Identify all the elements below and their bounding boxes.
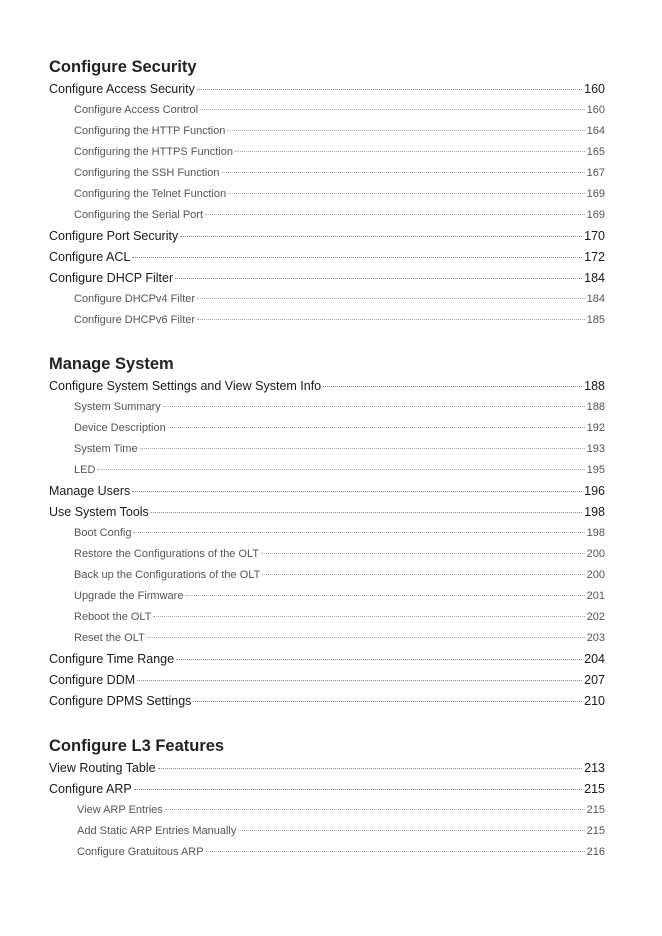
section-title: Configure Security	[49, 58, 197, 76]
dot-leader	[151, 512, 582, 513]
toc-entry-label: Configure Access Control	[74, 104, 199, 116]
toc-entry-label: Boot Config	[74, 527, 132, 539]
toc-entry-page: 184	[586, 293, 605, 305]
toc-entry-page: 169	[586, 188, 605, 200]
toc-entry-page: 170	[584, 229, 605, 243]
toc-entry[interactable]	[49, 586, 605, 607]
dot-leader	[134, 789, 582, 790]
toc-entry-label: Configuring the HTTP Function	[74, 125, 226, 137]
toc-entry[interactable]	[49, 310, 605, 331]
toc-entry-label: Configure DPMS Settings	[49, 694, 192, 708]
toc-entry-label: Configure ARP	[49, 782, 132, 796]
toc-entry-label: Add Static ARP Entries Manually	[77, 825, 237, 837]
toc-entry[interactable]	[49, 268, 605, 289]
toc-entry[interactable]	[49, 205, 605, 226]
dot-leader	[206, 851, 585, 852]
toc-entry-page: 188	[586, 401, 605, 413]
toc-entry-label: Configure Port Security	[49, 229, 179, 243]
section-title: Manage System	[49, 355, 174, 373]
toc-entry[interactable]	[49, 100, 605, 121]
dot-leader	[140, 448, 585, 449]
toc-entry-label: Device Description	[74, 422, 166, 434]
toc-entry-page: 196	[584, 484, 605, 498]
toc-entry-page: 188	[584, 379, 605, 393]
toc-entry-label: View ARP Entries	[77, 804, 163, 816]
toc-entry-page: 215	[586, 825, 605, 837]
toc-entry-label: Reboot the OLT	[74, 611, 152, 623]
toc-entry-page: 201	[586, 590, 605, 602]
toc-entry-label: Configure Time Range	[49, 652, 175, 666]
toc-entry-page: 185	[586, 314, 605, 326]
dot-leader	[97, 469, 584, 470]
dot-leader	[175, 278, 582, 279]
toc-entry[interactable]	[49, 376, 605, 397]
toc-entry-label: Restore the Configurations of the OLT	[74, 548, 260, 560]
toc-entry[interactable]	[49, 607, 605, 628]
dot-leader	[323, 386, 582, 387]
toc-entry-label: View Routing Table	[49, 761, 156, 775]
toc-entry-label: Configure Access Security	[49, 82, 195, 96]
dot-leader	[163, 406, 585, 407]
toc-entry[interactable]	[49, 779, 605, 800]
toc-entry-label: Configure ACL	[49, 250, 131, 264]
toc-entry[interactable]	[49, 397, 605, 418]
dot-leader	[227, 130, 584, 131]
dot-leader	[197, 298, 585, 299]
toc-entry[interactable]	[49, 544, 605, 565]
toc-entry-label: Configure System Settings and View System Info	[49, 379, 322, 393]
dot-leader	[180, 236, 582, 237]
toc-entry-label: Configuring the SSH Function	[74, 167, 220, 179]
dot-leader	[158, 768, 583, 769]
toc-entry-page: 200	[586, 548, 605, 560]
toc-entry[interactable]	[49, 289, 605, 310]
toc-entry-page: 160	[586, 104, 605, 116]
dot-leader	[137, 680, 582, 681]
toc-entry[interactable]	[49, 800, 605, 821]
toc-entry-label: System Summary	[74, 401, 161, 413]
dot-leader	[222, 172, 585, 173]
toc-entry-page: 200	[586, 569, 605, 581]
toc-entry[interactable]	[49, 226, 605, 247]
dot-leader	[228, 193, 585, 194]
toc-entry[interactable]	[49, 163, 605, 184]
toc-section-configure-l3-features	[49, 735, 605, 863]
toc-entry[interactable]	[49, 460, 605, 481]
toc-entry[interactable]	[49, 502, 605, 523]
dot-leader	[153, 616, 584, 617]
dot-leader	[197, 89, 582, 90]
toc-entry-label: Configure DHCP Filter	[49, 271, 174, 285]
toc-section-configure-security	[49, 56, 605, 331]
dot-leader	[132, 491, 582, 492]
toc-entry-page: 213	[584, 761, 605, 775]
dot-leader	[168, 427, 585, 428]
dot-leader	[147, 637, 585, 638]
toc-entry-label: Reset the OLT	[74, 632, 145, 644]
toc-entry[interactable]	[49, 565, 605, 586]
toc-entry[interactable]	[49, 842, 605, 863]
toc-entry-page: 169	[586, 209, 605, 221]
dot-leader	[205, 214, 585, 215]
toc-entry-label: Configuring the Telnet Function	[74, 188, 227, 200]
toc-entry-page: 192	[586, 422, 605, 434]
toc-entry[interactable]	[49, 79, 605, 100]
toc-entry-page: 216	[586, 846, 605, 858]
toc-entry-label: Configuring the Serial Port	[74, 209, 204, 221]
toc-entry[interactable]	[49, 439, 605, 460]
toc-entry[interactable]	[49, 649, 605, 670]
toc-entry-page: 160	[584, 82, 605, 96]
toc-entry[interactable]	[49, 121, 605, 142]
toc-entry-label: Manage Users	[49, 484, 131, 498]
dot-leader	[193, 701, 582, 702]
toc-entry-page: 198	[584, 505, 605, 519]
toc-entry-label: Back up the Configurations of the OLT	[74, 569, 261, 581]
toc-entry[interactable]	[49, 821, 605, 842]
dot-leader	[200, 109, 585, 110]
toc-entry[interactable]	[49, 184, 605, 205]
toc-entry-label: Configure DHCPv6 Filter	[74, 314, 196, 326]
toc-entry-label: Configure DDM	[49, 673, 136, 687]
toc-entry-label: Configuring the HTTPS Function	[74, 146, 233, 158]
toc-entry-page: 202	[586, 611, 605, 623]
section-title: Configure L3 Features	[49, 737, 225, 755]
toc-entry[interactable]	[49, 670, 605, 691]
toc-entry-page: 172	[584, 250, 605, 264]
toc-entry[interactable]	[49, 481, 605, 502]
toc-entry[interactable]	[49, 247, 605, 268]
toc-entry[interactable]	[49, 691, 605, 712]
toc-entry-page: 193	[586, 443, 605, 455]
dot-leader	[261, 553, 585, 554]
toc-entry-page: 198	[586, 527, 605, 539]
toc-entry-page: 203	[586, 632, 605, 644]
dot-leader	[165, 809, 585, 810]
toc-entry-page: 207	[584, 673, 605, 687]
toc-entry-page: 210	[584, 694, 605, 708]
toc-section-manage-system	[49, 353, 605, 712]
toc-entry-label: Configure Gratuitous ARP	[77, 846, 204, 858]
toc-entry[interactable]	[49, 418, 605, 439]
toc-entry-label: Use System Tools	[49, 505, 149, 519]
toc-entry-page: 164	[586, 125, 605, 137]
toc-entry[interactable]	[49, 523, 605, 544]
toc-entry[interactable]	[49, 628, 605, 649]
toc-entry-label: Configure DHCPv4 Filter	[74, 293, 196, 305]
toc-entry-page: 204	[584, 652, 605, 666]
toc-entry[interactable]	[49, 142, 605, 163]
toc-entry-label: LED	[74, 464, 96, 476]
dot-leader	[133, 532, 584, 533]
toc-entry-page: 167	[586, 167, 605, 179]
dot-leader	[238, 830, 584, 831]
toc-entry-page: 215	[584, 782, 605, 796]
toc-entry-label: System Time	[74, 443, 138, 455]
toc-entry-page: 165	[586, 146, 605, 158]
toc-entry-page: 215	[586, 804, 605, 816]
dot-leader	[132, 257, 582, 258]
dot-leader	[185, 595, 584, 596]
toc-entry[interactable]	[49, 758, 605, 779]
dot-leader	[262, 574, 584, 575]
toc-entry-label: Upgrade the Firmware	[74, 590, 184, 602]
toc-entry-page: 184	[584, 271, 605, 285]
toc-entry-page: 195	[586, 464, 605, 476]
dot-leader	[176, 659, 582, 660]
dot-leader	[235, 151, 585, 152]
dot-leader	[197, 319, 585, 320]
